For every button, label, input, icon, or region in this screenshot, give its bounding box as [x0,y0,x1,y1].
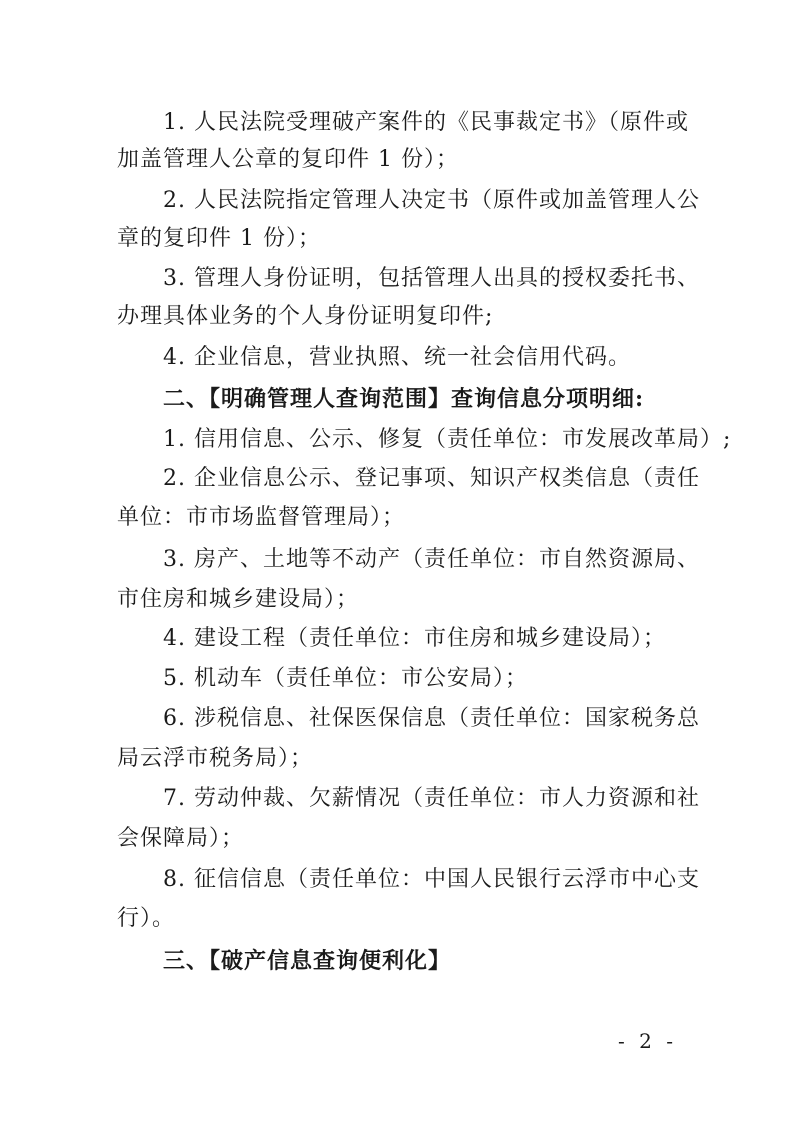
query-item-2-line-2: 单位：市市场监督管理局）； [117,505,406,530]
list-item-2-line-2: 章的复印件 1 份）； [117,226,321,251]
section-heading-2: 二、【明确管理人查询范围】查询信息分项明细: [163,386,645,412]
query-item-1: 1. 信用信息、公示、修复（责任单位：市发展改革局）; [163,427,732,452]
query-item-7-line-2: 会保障局）； [117,826,245,851]
list-item-3-line-1: 3. 管理人身份证明，包括管理人出具的授权委托书、 [163,266,700,291]
list-item-3-line-2: 办理具体业务的个人身份证明复印件; [117,304,494,329]
query-item-3-line-1: 3. 房产、土地等不动产（责任单位：市自然资源局、 [163,547,700,572]
list-item-4: 4. 企业信息，营业执照、统一社会信用代码。 [163,345,631,370]
query-item-3-line-2: 市住房和城乡建设局）； [117,587,360,612]
query-item-8-line-2: 行）。 [117,906,176,931]
list-item-1-line-1: 1. 人民法院受理破产案件的《民事裁定书》（原件或 [163,110,689,135]
query-item-8-line-1: 8. 征信信息（责任单位：中国人民银行云浮市中心支 [163,867,700,892]
list-item-2-line-1: 2. 人民法院指定管理人决定书（原件或加盖管理人公 [163,188,700,213]
query-item-2-line-1: 2. 企业信息公示、登记事项、知识产权类信息（责任 [163,466,700,491]
query-item-5: 5. 机动车（责任单位：市公安局）； [163,666,528,691]
query-item-4: 4. 建设工程（责任单位：市住房和城乡建设局）； [163,626,666,651]
query-item-6-line-2: 局云浮市税务局）； [117,746,314,771]
query-item-7-line-1: 7. 劳动仲裁、欠薪情况（责任单位：市人力资源和社 [163,786,700,811]
query-item-6-line-1: 6. 涉税信息、社保医保信息（责任单位：国家税务总 [163,706,700,731]
page-number: - 2 - [618,1029,677,1053]
section-heading-3: 三、【破产信息查询便利化】 [163,948,452,974]
list-item-1-line-2: 加盖管理人公章的复印件 1 份）； [117,147,459,172]
